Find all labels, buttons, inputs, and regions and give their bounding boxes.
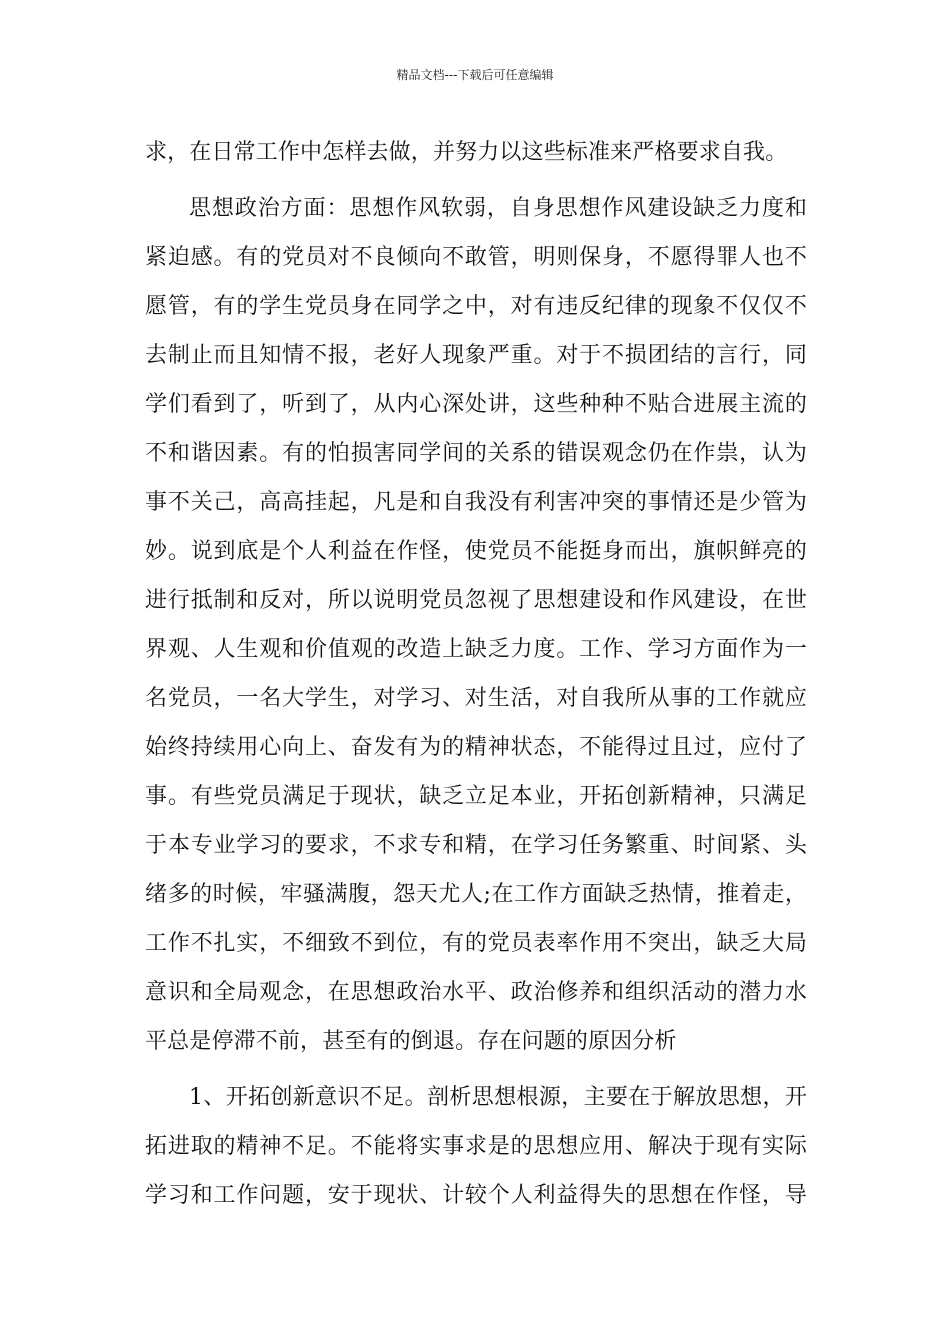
text-line: 紧迫感。有的党员对不良倾向不敢管，明则保身，不愿得罪人也不 bbox=[145, 245, 807, 270]
text-line: 始终持续用心向上、奋发有为的精神状态，不能得过且过，应付了 bbox=[145, 735, 807, 760]
paragraph-start-line: 思想政治方面：思想作风软弱，自身思想作风建设缺乏力度和 bbox=[189, 196, 807, 221]
text-line: 界观、人生观和价值观的改造上缺乏力度。工作、学习方面作为一 bbox=[145, 637, 807, 662]
text-line: 于本专业学习的要求，不求专和精，在学习任务繁重、时间紧、头 bbox=[145, 833, 807, 858]
text-line: 事不关己，高高挂起，凡是和自我没有利害冲突的事情还是少管为 bbox=[145, 490, 807, 515]
text-line: 进行抵制和反对，所以说明党员忽视了思想建设和作风建设，在世 bbox=[145, 588, 807, 613]
text-line: 妙。说到底是个人利益在作怪，使党员不能挺身而出，旗帜鲜亮的 bbox=[145, 539, 807, 564]
text-line: 学习和工作问题，安于现状、计较个人利益得失的思想在作怪，导 bbox=[145, 1183, 807, 1208]
text-line: 平总是停滞不前，甚至有的倒退。存在问题的原因分析 bbox=[145, 1029, 677, 1054]
text-line: 工作不扎实，不细致不到位，有的党员表率作用不突出，缺乏大局 bbox=[145, 931, 807, 956]
text-line: 绪多的时候，牢骚满腹，怨天尤人;在工作方面缺乏热情，推着走， bbox=[145, 882, 807, 907]
text-line: 愿管，有的学生党员身在同学之中，对有违反纪律的现象不仅仅不 bbox=[145, 294, 807, 319]
text-line: 意识和全局观念，在思想政治水平、政治修养和组织活动的潜力水 bbox=[145, 980, 807, 1005]
text-line: 名党员，一名大学生，对学习、对生活，对自我所从事的工作就应 bbox=[145, 686, 807, 711]
paragraph-start-line: 1、开拓创新意识不足。剖析思想根源，主要在于解放思想，开 bbox=[189, 1085, 807, 1110]
text-line: 事。有些党员满足于现状，缺乏立足本业，开拓创新精神，只满足 bbox=[145, 784, 807, 809]
text-line: 求，在日常工作中怎样去做，并努力以这些标准来严格要求自我。 bbox=[145, 140, 788, 165]
document-body bbox=[145, 128, 807, 1220]
text-line: 学们看到了，听到了，从内心深处讲，这些种种不贴合进展主流的 bbox=[145, 392, 807, 417]
text-line: 不和谐因素。有的怕损害同学间的关系的错误观念仍在作祟，认为 bbox=[145, 441, 807, 466]
text-line: 去制止而且知情不报，老好人现象严重。对于不损团结的言行，同 bbox=[145, 343, 807, 368]
text-line: 拓进取的精神不足。不能将实事求是的思想应用、解决于现有实际 bbox=[145, 1134, 807, 1159]
page-header: 精品文档---下载后可任意编辑 bbox=[396, 68, 554, 82]
